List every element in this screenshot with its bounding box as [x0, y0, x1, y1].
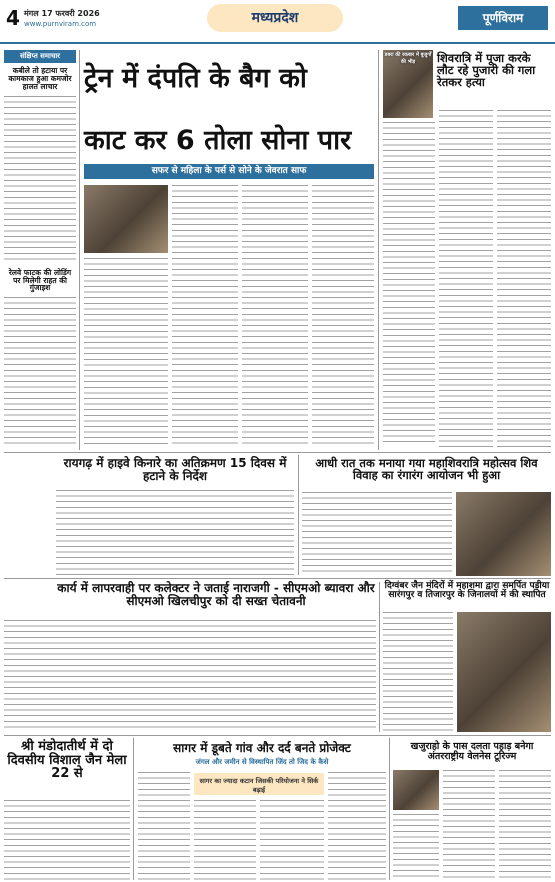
story8-headline: खजुराहो के पास दलता पहाड़ बनेगा अंतरराष्ट्रीय वेलनेस टूरिज्म: [410, 741, 534, 762]
divider: [379, 582, 380, 732]
brief-1-text: [4, 96, 76, 261]
story8-text-col2: [443, 770, 495, 880]
story7-text-col1: [138, 772, 190, 880]
story7-quote: सागर का ज्यादा कटान जिसकी परियोजना ने सिर्क बढ़ाई: [194, 773, 324, 795]
brief-2-title: रेलवे फाटक की लोडिंग पर मिलेगी राहत की गुंजाइश: [8, 267, 72, 293]
story7-headline: सागर में डूबते गांव और दर्द बनते प्रोजेक्ट: [173, 741, 351, 755]
divider: [4, 452, 551, 453]
divider: [4, 735, 551, 736]
murder-text-col1: [383, 122, 435, 447]
lead-photo: [84, 185, 168, 253]
story4-text: [4, 620, 376, 732]
lead-subhead: सफर से महिला के पर्स से सोने के जेवरात साफ: [84, 164, 374, 179]
lead-text-col1: [84, 258, 168, 446]
story5-text: [383, 612, 453, 732]
website[interactable]: www.purnviram.com: [24, 20, 97, 28]
story5-photo: [457, 612, 551, 732]
murder-text-col2: [439, 110, 493, 447]
story7-text-col3: [260, 800, 324, 880]
murder-headline: शिवरात्रि में पूजा करके लौट रहे पुजारी की गला रेतकर हत्या: [437, 51, 536, 90]
briefs-column: [4, 50, 76, 450]
story4-headline: कार्य में लापरवाही पर कलेक्टर ने जताई नाराजगी - सीएमओ ब्यावरा और सीएमओ खिलचीपुर को दी सख्त चेतावनी: [57, 581, 375, 608]
story2-text: [56, 490, 294, 576]
brief-2-text: [4, 297, 76, 447]
story5-headline: दिग्वंबर जैन मंदिरों में महाशमा द्वारा समर्पित पड़ीया सारंगपुर व तिजारपुर के जिनालयों में की स्थापित: [384, 581, 550, 601]
story6-text: [4, 800, 130, 880]
lead-headline-1: ट्रेन में दंपति के बैग को: [84, 63, 307, 94]
story8-text-col1: [393, 814, 439, 880]
story2-headline: रायगढ़ में हाइवे किनारे का अतिक्रमण 15 दिवस में हटाने के निर्देश: [63, 456, 287, 483]
story3-text: [302, 492, 452, 576]
story7-text-col2: [194, 800, 256, 880]
story3-headline: आधी रात तक मनाया गया महाशिवरात्रि महोत्सव शिव विवाह का रंगारंग आयोजन भी हुआ: [315, 456, 538, 483]
story7-text-col4: [328, 772, 386, 880]
page-number: 4: [6, 6, 20, 30]
divider: [389, 738, 390, 880]
story3-photo: [456, 492, 551, 576]
lead-text-col3: [242, 185, 308, 447]
divider: [4, 578, 551, 579]
divider: [378, 50, 379, 450]
brand-logo: पूर्णविराम: [458, 6, 548, 30]
story8-text-col3: [499, 770, 551, 880]
crowd-photo-caption: डबरा की रकबार में बुजुर्गों की भीड़: [384, 52, 432, 65]
lead-text-col4: [312, 185, 374, 447]
divider: [79, 50, 80, 450]
masthead: [0, 0, 555, 44]
murder-text-col3: [497, 110, 551, 447]
divider: [298, 455, 299, 575]
lead-text-col2: [172, 185, 238, 447]
story7-subhead: जंगल और जमीन से विस्थापित जिंद तो जिद के कैसे: [195, 758, 329, 766]
divider: [133, 738, 134, 880]
briefs-tag: संक्षिप्त समाचार: [4, 50, 76, 63]
story8-photo: [393, 770, 439, 810]
brief-1-title: कबीले तो हटाया पर कामकाज हुआ कमजोर हालत लाचार: [8, 66, 72, 91]
section-title: मध्यप्रदेश: [207, 4, 343, 32]
lead-headline-2: काट कर 6 तोला सोना पार: [84, 125, 352, 156]
story6-headline: श्री मंडोदातीर्थ में दो दिवसीय विशाल जैन मेला 22 से: [7, 739, 127, 782]
date-line: मंगल 17 फरवरी 2026: [24, 9, 100, 18]
